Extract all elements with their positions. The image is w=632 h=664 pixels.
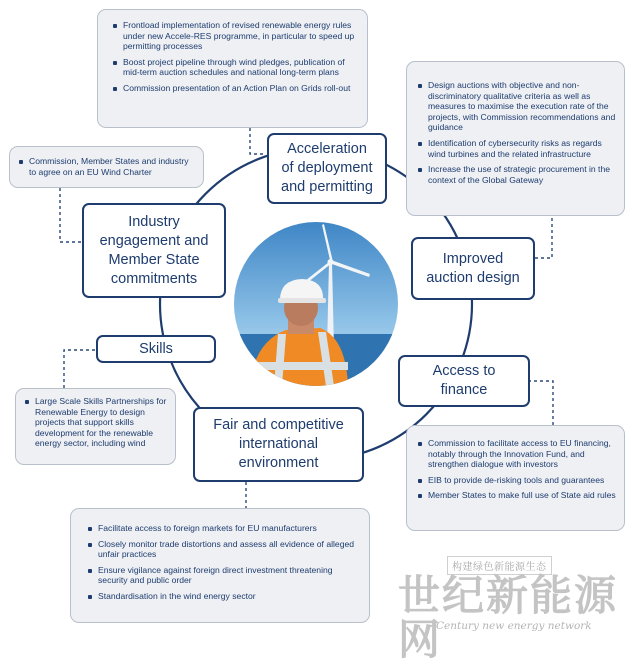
pillar-skills: Skills (96, 335, 216, 363)
acceleration-detail-box (97, 9, 368, 128)
fair-detail-item: Ensure vigilance against foreign direct investment threatening security and public order (87, 565, 361, 586)
pillar-finance: Access to finance (398, 355, 530, 407)
finance-detail-box (406, 425, 625, 531)
watermark-title: 世纪新能源网 (398, 571, 619, 664)
acceleration-detail-item: Commission presentation of an Action Plan on Grids roll-out (112, 83, 359, 94)
finance-detail-item: EIB to provide de-risking tools and guarantees (417, 475, 616, 486)
connector-acceleration (250, 128, 266, 154)
connector-industry (60, 188, 82, 242)
finance-detail-item: Member States to make full use of State aid rules (417, 490, 616, 501)
watermark-subtitle: Century new energy network (436, 620, 592, 632)
watermark-tagline: 构建绿色新能源生态 (447, 556, 552, 575)
auction-detail-box (406, 61, 625, 216)
connector-finance (530, 381, 553, 425)
fair-detail-item: Facilitate access to foreign markets for EU manufacturers (87, 523, 361, 534)
finance-detail-item: Commission to facilitate access to EU financing, notably through the Innovation Fund, and strengthen dialogue with investors (417, 438, 616, 470)
fair-detail-item: Standardisation in the wind energy sector (87, 591, 361, 602)
industry-detail-box (9, 146, 204, 188)
connector-skills (64, 350, 96, 388)
fair-detail-item: Closely monitor trade distortions and assess all evidence of alleged unfair practices (87, 539, 361, 560)
connector-auction (535, 218, 552, 258)
pillar-acceleration: Acceleration of deployment and permitting (267, 133, 387, 204)
auction-detail-item: Increase the use of strategic procurement in the context of the Global Gateway (417, 164, 616, 185)
pillar-auction: Improved auction design (411, 237, 535, 300)
skills-detail-box (15, 388, 176, 465)
skills-detail-item: Large Scale Skills Partnerships for Renewable Energy to design projects that support skills development for the renewable energy sector, including wind (24, 396, 167, 449)
industry-detail-item: Commission, Member States and industry to agree on an EU Wind Charter (18, 156, 195, 177)
acceleration-detail-item: Frontload implementation of revised renewable energy rules under new Accele-RES programme, in particular to speed up permitting processes (112, 20, 359, 52)
wind-technician-photo (234, 222, 398, 386)
fair-detail-box (70, 508, 370, 623)
pillar-fair: Fair and competitive international environment (193, 407, 364, 482)
pillar-industry: Industry engagement and Member State commitments (82, 203, 226, 298)
auction-detail-item: Identification of cybersecurity risks as regards wind turbines and the related infrastructure (417, 138, 616, 159)
acceleration-detail-item: Boost project pipeline through wind pledges, publication of mid-term auction schedules and national long-term plans (112, 57, 359, 78)
auction-detail-item: Design auctions with objective and non-discriminatory qualitative criteria as well as measures to maximise the execution rate of the projects, with Commission recommendations and guidance (417, 80, 616, 133)
